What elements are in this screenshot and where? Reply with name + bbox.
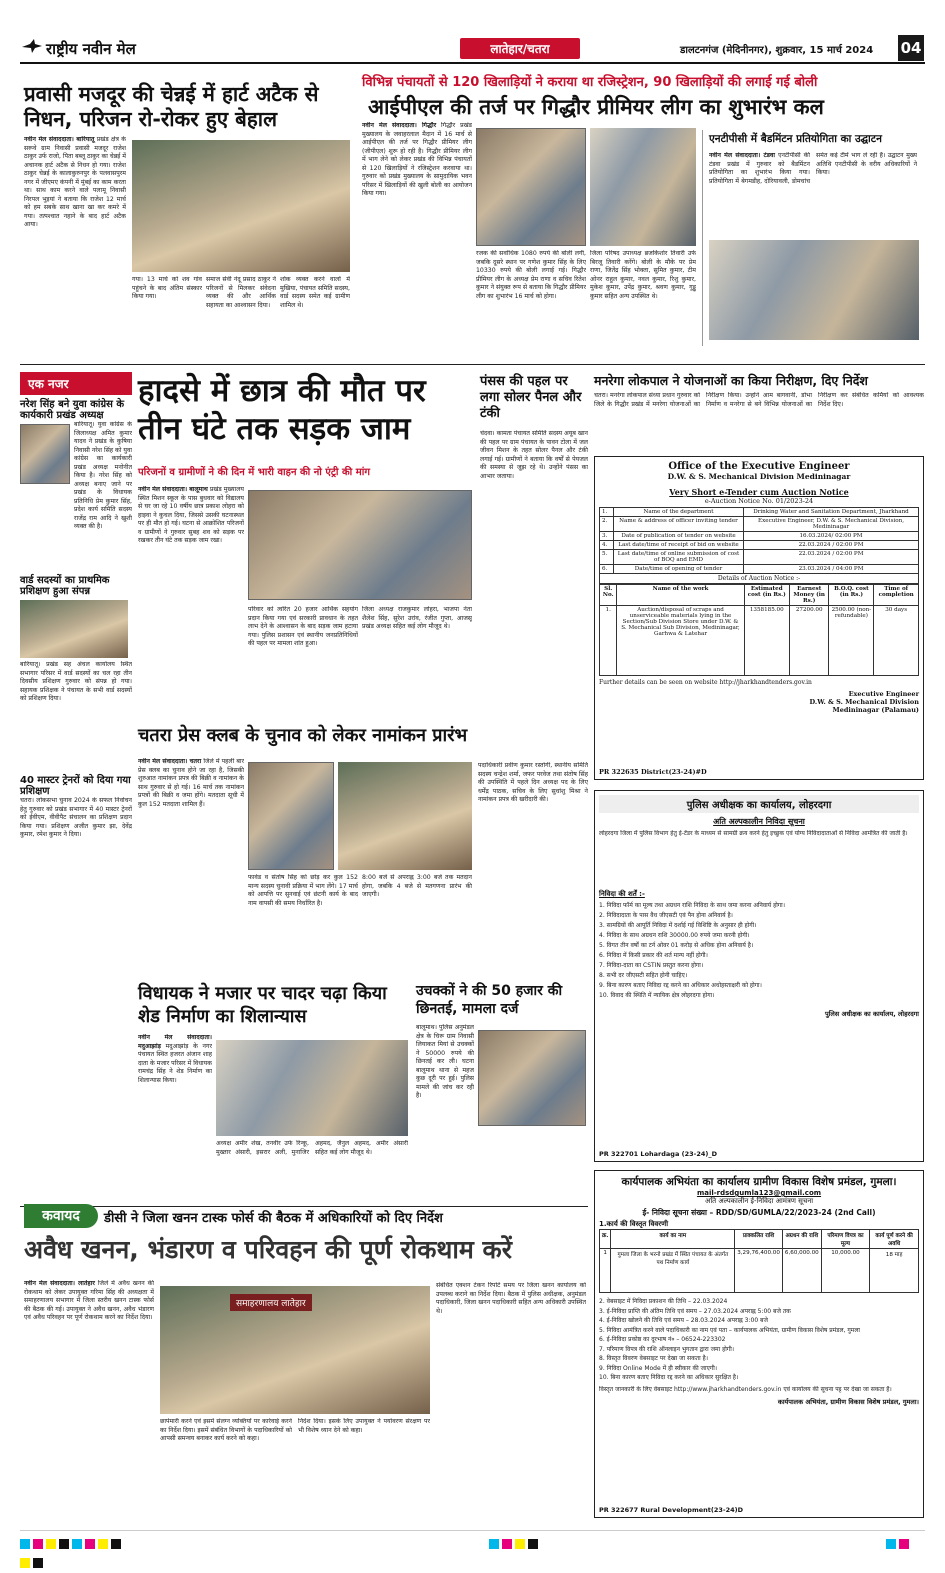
story3-body-text: एनटीपीसी की टंडवा प्रखंड में गुरुवार को बैडमिंटन प्रतियोगिता का शुभारंभ किया गया। प्रतियोगिता में बेगमडीह, दोरियावली, डोमचांच समेत कई टीमें भाग ले रही हैं। उद्घाटन मुख्य अतिथि एनटीपीसी के वरीय अधिकारियों ने किया। [709,152,917,185]
ek-nazar-item3-headline: 40 मास्टर ट्रेनरों को दिया गया प्रशिक्षण [20,775,131,797]
tender2-note-item: 7. परिमाण विपत्र की राशि ऑनलाइन भुगतान द्वारा जमा होगी। [599,1345,735,1353]
ek-nazar-column [20,368,132,1208]
kawayad-col2: छापेमारी करने एवं इसमें संलग्न व्यक्तियों पर कार्रवाई करने का निर्देश दिया। इसमें संबंधित विभागों के पदाधिकारियों को आपसी समन्वय बनाकर कार्य करने को कहा। [160,1418,292,1442]
kawayad-col4: संबंधित एक्शन टेकन रिपोर्ट समय पर जिला खनन कार्यालय को उपलब्ध कराने का निर्देश दिया। बैठक में पुलिस अधीक्षक, अनुमंडल पदाधिकारी, जिला खनन पदाधिकारी सहित अन्य अधिकारी उपस्थित थे। [436,1282,586,1315]
story2-body-text: गिद्धौर प्रखंड मुख्यालय के जवाहरलाल मैदान में 16 मार्च से आईपीएल की तर्ज पर गिद्धौर प्रीमियर लीग (जीपीएल) शुरू हो रही है। गिद्धौर प्रीमियर लीग में भाग लेने को लेकर प्रखंड की विभिन्न पंचायतों से 120 खिलाड़ियों ने रजिस्ट्रेशन करवाया था। गुरुवार को प्रखंड मुख्यालय के सामुदायिक भवन परिसर में खिलाड़ियों की खुली बोली का आयोजन किया गया। [362,122,472,197]
police-condition-item: 3. सामग्रियों की आपूर्ति निविदा में दर्शाई गई विशिष्टि के अनुसार ही होगी। [599,922,757,929]
tender2-note-item: 5. निविदा आमंत्रित करने वाले पदाधिकारी का नाम एवं पता – कार्यपालक अभियंता, ग्रामीण विकास विशेष प्रमंडल, गुमला [599,1326,860,1334]
paper-name: राष्ट्रीय नवीन मेल [46,40,136,58]
tender1-item-cell: Auction/disposal of scraps and unserviceable materials lying in the Section/Sub Division Store under D.W. & S. Mechanical Sub Division, Medininagar, Garhwa & Latehar [617,606,744,676]
story9-body: बालूमाथ। पुलिस अनुमंडल क्षेत्र के चिरू ग्राम निवासी लियाकत मियां से उचक्कों ने 50000 रुपये की छिनतई कर ली। घटना बालूमाथ थाना से महज कुछ दूरी पर हुई। पुलिस मामले की जांच कर रही है। [416,1024,474,1099]
story7-col4: पदाधिकारी प्रवीण कुमार रस्तोगी, स्थानीय समिति सदस्य चन्द्रेश शर्मा, जफर परवेज तथा संतोष सिंह की उपस्थिति में पहले दिन अध्यक्ष पद के लिए धर्मेंद्र पाठक, सचिव के लिए सुधांशु मिश्रा ने नामांकन प्रपत्र की खरीदारी की। [478,762,588,803]
tender1-head-cell: Estimated cost (in Rs.) [744,585,789,606]
tender1-title: Office of the Executive Engineer [668,461,850,472]
police-condition-item: 7. निविदा-दाता का CSTIN प्रस्तुत करना होगा। [599,962,704,969]
tender1-schedule-row [600,541,919,550]
tender1-schedule-row [600,550,919,565]
tender2-email: mail-rdsdgumla123@gmail.com [696,1189,822,1197]
story2-byline: नवीन मेल संवाददाता। गिद्धौर [362,122,437,129]
tender2-note-item: 3. ई-निविदा प्राप्ति की अंतिम तिथि एवं समय – 27.03.2024 अपराह्न 5:00 बजे तक [599,1307,791,1315]
story8-headline: विधायक ने मजार पर चादर चढ़ा किया शेड निर्माण का शिलान्यास [138,983,387,1027]
tender2-item-cell: 18 माह [870,1249,919,1293]
tender1-cell: Name & address of officer inviting tender [614,517,744,532]
tender1-cell: 3. [600,532,614,541]
story4-body-text: प्रखंड मुख्यालय स्थित मिशन स्कूल के पास बुधवार को विद्यालय से घर जा रहे 10 वर्षीय छात्र प्रकाश लोहरा को हाइवा ने कुचल दिया, जिससे उसकी घटनास्थल पर ही मौत हो गई। घटना से आक्रोशित परिजनों व ग्रामीणों ने गुरुवार सुबह शव को सड़क पर रखकर तीन घंटे तक सड़क जाम रखा। [138,486,244,544]
police-tender-box [594,790,924,1162]
tender1-item-cell: 27200.00 [789,606,829,676]
tender2-sub: अति अल्पकालीन ई-निविदा आमंत्रण सूचना [704,1197,814,1205]
tender1-details-label: Details of Auction Notice :- [599,574,919,584]
police-condition-item: 6. निविदा में किसी प्रकार की शर्त मान्य नहीं होगी। [599,952,708,959]
story8-body [138,1034,212,1202]
tender2-item-cell: 1 [600,1249,611,1293]
story4-photo [248,490,472,600]
story7-col2: फार्वड व संतोष सिंह को छोड़ कर कुल 152 मान्य सदस्य चुनावी प्रक्रिया में भाग लेंगे। 17 मार्च को आपत्ति पर सुनवाई एवं छंटनी कार्य के बाद नाम वापसी की समय निर्धारित है। [248,874,358,907]
ek-nazar-item2-body: बारियातू। प्रखंड सह अंचल कार्यालय स्थित सभागार परिसर में वार्ड सदस्यों का चल रहा तीन दिवसीय प्रशिक्षण गुरुवार को संपन्न हो गया। सहायक प्रशिक्षक ने पंचायत के सभी वार्ड सदस्यों को प्रशिक्षण दिया। [20,661,132,702]
tender1-item-cell: 1358185.00 [744,606,789,676]
police-pr: PR 322701 Lohardaga (23-24)_D [599,1150,717,1158]
story1-col3: शोक व्यक्त करने वालों में मुखिया, पंचायत समिति सदस्य, वार्ड सदस्य समेत कई ग्रामीण शामिल थे। [280,276,350,309]
story3-photo [709,240,919,340]
tender1-subtitle: D.W. & S. Mechanical Division Medininagar [667,472,851,481]
bird-logo-icon [22,38,42,52]
story1-byline: नवीन मेल संवाददाता। बारियातू [24,136,95,143]
ek-nazar-item1-headline: नरेश सिंह बने युवा कांग्रेस के कार्यकारी प्रखंड अध्यक्ष [20,399,125,421]
tender1-head-cell: Name of the work [617,585,744,606]
ek-nazar-label: एक नजर [20,372,132,395]
ek-nazar-item1-body: बारियातू। युवा कांग्रेस के जिलाध्यक्ष अमित कुमार यादव ने प्रखंड के कुषिया निवासी नरेश सिंह को युवा कांग्रेस का कार्यकारी प्रखंड अध्यक्ष मनोनीत किया है। नरेश सिंह को अध्यक्ष बनाए जाने पर प्रखंड के विधायक प्रतिनिधि प्रेम कुमार सिंह, प्रदेश कार्य समिति सदस्य राजेंद्र राम आदि ने खुशी व्यक्त की है। [74,421,132,530]
tender1-cell: 5. [600,550,614,565]
page-number: 04 [898,35,924,61]
tender1-ref: e-Auction Notice No. 01/2023-24 [704,497,814,505]
story3-box [702,130,924,346]
story6-body: चतरा। मनरेगा लोकपाल संध्या प्रधान गुरुवार को जिले के गिद्धौर प्रखंड में मनरेगा योजनाओं का निरीक्षण किया। उन्होंने आम बागवानी, डोभा निर्माण व मनरेगा से बने विभिन्न योजनाओं का निरीक्षण कर संबंधित कर्मियों को आवश्यक निर्देश दिए। [594,392,924,408]
kawayad-kicker: डीसी ने जिला खनन टास्क फोर्स की बैठक में अधिकारियों को दिए निर्देश [104,1211,443,1226]
tender1-schedule-table [599,507,919,574]
story1-caption: गया। 13 मार्च को शव गांव पहुंचने के बाद अंतिम संस्कार किया गया। [132,276,202,300]
tender2-notes [599,1297,919,1383]
ek-nazar-item2-photo [20,600,128,658]
kawayad-photo-sign: समाहरणालय लातेहार [230,1294,312,1311]
tender2-head-cell: कार्य का नाम [611,1230,735,1249]
kawayad-photo [160,1286,430,1414]
tender1-cell: 22.03.2024 / 02:00 PM [744,550,919,565]
tender2-item-cell: गुमला जिला के भरनो प्रखंड में स्थित पंचायत के अंतर्गत पथ निर्माण कार्य [611,1249,735,1293]
tender1-schedule-row [600,532,919,541]
tender2-note-item: 2. वेबसाइट में निविदा प्रकाशन की तिथि – 22.03.2024 [599,1298,728,1305]
story7-body-text: जिले में पहली बार प्रेस क्लब का चुनाव होने जा रहा है, जिसकी शुरुआत नामांकन प्रपत्र की बिक्री व नामांकन के साथ गुरुवार से हो गई। 16 मार्च तक नामांकन प्रपत्रों की बिक्री व जमा होंगे। मतदाता सूची में कुल 152 मतदाता शामिल हैं। [138,758,244,808]
divider [20,364,925,365]
story5-headline: पंसस की पहल पर लगा सोलर पैनल और टंकी [480,374,582,421]
police-conditions-label: निविदा की शर्तें :- [599,890,645,898]
story3-byline: नवीन मेल संवाददाता। टंडवा [709,152,775,159]
police-condition-item: 10. विवाद की स्थिति में न्यायिक क्षेत्र लोहरदगा होगा। [599,992,715,999]
story2-col3: जिला परिषद उपाध्यक्ष ब्रजकिशोर तिवारी उर्फ बिरजू तिवारी करेंगे। बोली के मौके पर प्रेम राणा, जितेंद्र सिंह भोक्ता, सुमित कुमार, टीम ओनर राहुल कुमार, नवल कुमार, रिशु कुमार, मुकेश कुमार, उपेंद्र कुमार, श्रवण कुमार, गुड्डू कुमार सहित अन्य उपस्थित थे। [590,250,696,300]
story7-photo-2 [338,762,472,870]
section-label: लातेहार/चतरा [460,38,580,59]
story8-body-text: मदुआझांड़ के नगर पंचायत स्थित हजरत अंजान शाह दाता के मजार परिसर में विधायक रामचंद्र सिंह ने शेड निर्माण का शिलान्यास किया। [138,1042,212,1084]
story9-photo [478,1030,586,1126]
tender1-cell: 22.03.2024 / 02:00 PM [744,541,919,550]
story8-col2: अध्यक्ष अमीर शेख, तनवीर उर्फ रिन्कू, मुख्तार अंसारी, इसरार अली, मुनाजिर अहमद, जैनुल अहमद, अमीर अंसारी सहित कई लोग मौजूद थे। [216,1140,408,1156]
tender1-head-cell: Sl. No. [600,585,617,606]
story3-headline: एनटीपीसी में बैडमिंटन प्रतियोगिता का उद्घाटन [709,133,882,145]
tender1-cell: Name of the department [614,508,744,517]
tender1-cell: Date of publication of tender on website [614,532,744,541]
story8-photo [216,1040,408,1136]
tender2-title: कार्यपालक अभियंता का कार्यालय ग्रामीण विकास विशेष प्रमंडल, गुमला। [621,1176,897,1188]
tender1-box [594,456,924,780]
masthead [20,34,925,64]
tender1-item-cell: 1. [600,606,617,676]
tender1-sign2: D.W. & S. Mechanical Division [809,698,919,706]
divider [20,1206,588,1207]
ek-nazar-item2-headline: वार्ड सदस्यों का प्राथमिक प्रशिक्षण हुआ संपन्न [20,575,110,597]
tender2-note-item: 10. बिना कारण बताए निविदा रद्द करने का अधिकार सुरक्षित है। [599,1374,739,1381]
tender2-ref: ई- निविदा सूचना संख्या – RDD/SD/GUMLA/22/2023-24 (2nd Call) [642,1208,876,1217]
story9-headline: उचक्कों ने की 50 हजार की छिनतई, मामला दर्ज [416,983,563,1017]
tender1-footer: Further details can be seen on website http://jharkhandtenders.gov.in [599,679,812,686]
story4-body [138,486,244,716]
tender1-head-cell: Earnest Money (in Rs.) [789,585,829,606]
story7-body [138,758,244,974]
ek-nazar-item1-photo [20,424,70,484]
ek-nazar-item3-body: चतरा। लोकसभा चुनाव 2024 के सफल निर्वाचन हेतु गुरुवार को प्रखंड सभागार में 40 मास्टर ट्रेनरों को ईवीएम, वीवीपैट संचालन का प्रशिक्षण प्रदान किया गया। प्रशिक्षण अजीत कुमार झा, देवेंद्र कुमार, रमेश कुमार ने दिया। [20,797,132,838]
story8-byline: नवीन मेल संवाददाता। मदुआझांड़ [138,1034,212,1050]
kawayad-body [24,1280,154,1510]
tender2-item-cell: 6,60,000.00 [782,1249,821,1293]
story2-col2: रजक की सर्वाधिक 1080 रुपये की बोली लगी, जबकि दूसरे स्थान पर गणेश कुमार सिंह के लिए 10330 रुपये की बोली लगाई गई। गिद्धौर प्रीमियर लीग के अध्यक्ष प्रेम राणा व सचिव रितेश कुमार ने संयुक्त रूप से बताया कि गिद्धौर प्रीमियर लीग का शुभारंभ 16 मार्च को होगा। [476,250,586,300]
story5-body: चंदवा। कामता पंचायत समिति सदस्य अयूब खान की पहल पर ग्राम पंचायत के पावन टोला में जल जीवन मिशन के तहत सोलर पैनल और टंकी लगाई गई। ग्रामीणों ने बताया कि वर्षों से पेयजल की समस्या से जूझ रहे थे। उन्होंने पंसस का आभार जताया। [480,430,588,480]
tender1-schedule-row [600,508,919,517]
police-title: पुलिस अधीक्षक का कार्यालय, लोहरदगा [599,795,919,813]
story2-body [362,122,472,336]
tender1-notice: Very Short e-Tender cum Auction Notice [669,487,849,497]
tender2-pr: PR 322677 Rural Development(23-24)D [599,1506,743,1514]
story7-photo-1 [248,762,334,870]
story4-col2: परिवार को त्वरित 20 हजार आर्थिक सहयोग प्रदान किया गया एवं सरकारी प्रावधान के तहत लाभ देने के आश्वासन के बाद सड़क जाम हटाया गया। पुलिस प्रशासन एवं स्थानीय जनप्रतिनिधियों की पहल पर मामला शांत हुआ। [248,606,358,647]
tender1-sign3: Medininagar (Palamau) [832,706,919,714]
story7-byline: नवीन मेल संवाददाता। चतरा [138,758,202,765]
police-subtitle: अति अल्पकालीन निविदा सूचना [713,817,805,826]
tender1-head-cell: B.O.Q. cost (in Rs.) [829,585,874,606]
story4-col3: जिला अध्यक्ष राजकुमार लोहरा, भाजपा नेता शैलेश सिंह, सुरेश उरांव, रंजीत गुप्ता, आजसू प्रखंड अध्यक्ष सहित कई लोग मौजूद थे। [362,606,472,630]
tender1-cell: Date/time of opening of tender [614,565,744,574]
tender2-list-label: 1.कार्य की विस्तृत विवरणी [599,1220,669,1228]
tender2-note-item: 4. ई-निविदा खोलने की तिथि एवं समय – 28.03.2024 अपराह्न 3:00 बजे [599,1317,768,1324]
tender1-cell: Drinking Water and Sanitation Department, Jharkhand [744,508,919,517]
tender2-item-cell: 10,000.00 [821,1249,870,1293]
tender1-cell: 4. [600,541,614,550]
kawayad-body-text: जिले में अवैध खनन की रोकथाम को लेकर उपायुक्त गरिमा सिंह की अध्यक्षता में समाहरणालय सभागार में जिला स्तरीय खनन टास्क फोर्स की बैठक की गई। उपायुक्त ने अवैध खनन, अवैध भंडारण एवं अवैध परिवहन पर पूर्ण रोकथाम करने का निर्देश दिया। [24,1280,154,1321]
police-intro: लोहरदगा जिला में पुलिस विभाग हेतु ई-टेंडर के माध्यम से सामग्री क्रय करने हेतु इच्छुक एवं योग्य निविदादाताओं से निविदा आमंत्रित की जाती है। [599,830,908,837]
story1-photo [132,140,350,272]
tender1-sign1: Executive Engineer [848,690,919,698]
story2-kicker: विभिन्न पंचायतों से 120 खिलाड़ियों ने कराया था रजिस्ट्रेशन, 90 खिलाड़ियों की लगाई गई बोली [362,75,818,90]
tender1-head-cell: Time of completion [874,585,919,606]
tender1-cell: 16.03.2024/ 02:00 PM [744,532,919,541]
tender2-footer: विस्तृत जानकारी के लिए वेबसाइट http://www.jharkhandtenders.gov.in एवं कार्यालय की सूचना पट्ट पर देखा जा सकता है। [599,1385,892,1393]
tender2-note-item: 6. ई-निविदा प्रकोष्ठ का दूरभाष नं० – 06524-223302 [599,1336,726,1343]
story4-headline: हादसे में छात्र की मौत पर तीन घंटे तक सड़क जाम [138,373,426,447]
tender2-head-cell: परिमाण विपत्र का मूल्य [821,1230,870,1249]
story1-body-text: प्रखंड क्षेत्र के सरूवे ग्राम निवासी प्रवासी मजदूर राजेश ठाकुर उर्फ राजो, पिता बब्लू ठाकुर का चेन्नई में अचानक हार्ट अटैक से निधन हो गया। राजेश ठाकुर चेन्नई के कालाकुरुनपुर के पलवासपुरम नगर में जीएमए कंपनी में मुंबई का काम करता था। साथ काम करने वाले पलामू निवासी निरपल भुइयां ने बताया कि राजेश 12 मार्च को हम सबके साथ खाना खा कर कमरे में गया। तत्पश्चात नहाने के बाद हार्ट अटैक आया। [24,136,126,228]
story2-headline: आईपीएल की तर्ज पर गिद्धौर प्रीमियर लीग का शुभारंभ कल [368,95,824,119]
story7-col3: 8:00 बजे से अपराह्न 3:00 बजे तक मतदान होगा, जबकि 4 बजे से मतगणना प्रारंभ की जाएगी। [362,874,472,898]
police-condition-item: 9. बिना कारण बताए निविदा रद्द करने का अधिकार अधोहस्ताक्षरी को होगा। [599,982,762,989]
police-conditions-list [599,901,919,1001]
tender2-head-cell: कार्य पूर्ण करने की अवधि [870,1230,919,1249]
tender2-head-cell: अग्रधन की राशि [782,1230,821,1249]
police-sign: पुलिस अधीक्षक का कार्यालय, लोहरदगा [825,1010,919,1018]
tender1-cell: Last date/time of online submission of cost of BOQ and EMD [614,550,744,565]
tender1-pr: PR 322635 District(23-24)#D [599,768,707,776]
tender2-item-cell: 3,29,76,400.00 [735,1249,783,1293]
tender1-cell: 23.03.2024 / 04:00 PM [744,565,919,574]
kawayad-col3: निर्देश दिया। इसके लिए उपायुक्त ने पर्यावरण संरक्षण पर भी विशेष ध्यान देने को कहा। [298,1418,430,1434]
kawayad-label: कवायद [24,1204,98,1228]
dateline: डालटनगंज (मेदिनीनगर), शुक्रवार, 15 मार्च 2024 [680,45,874,56]
story7-headline: चतरा प्रेस क्लब के चुनाव को लेकर नामांकन प्रारंभ [138,725,468,746]
tender1-item-cell: 2500.00 (non-refundable) [829,606,874,676]
story4-byline: नवीन मेल संवाददाता। बालूमाथ [138,486,208,493]
tender1-sign [599,690,919,714]
police-condition-item: 1. निविदा फॉर्म का मूल्य तथा अग्रधन राशि निविदा के साथ जमा करना अनिवार्य होगा। [599,902,786,909]
tender2-head-cell: क्र. [600,1230,611,1249]
tender2-sign: कार्यपालक अभियंता, ग्रामीण विकास विशेष प्रमंडल, गुमला। [777,1398,919,1406]
story2-photo-1 [476,128,586,246]
tender2-note-item: 8. विस्तृत विवरण वेबसाइट पर देखा जा सकता है। [599,1355,709,1362]
tender2-head-cell: प्राक्कलित राशि [735,1230,783,1249]
tender1-cell: 2. [600,517,614,532]
tender1-schedule-row [600,565,919,574]
story1-body [24,136,126,336]
story6-headline: मनरेगा लोकपाल ने योजनाओं का किया निरीक्षण, दिए निर्देश [594,373,868,388]
tender1-cell: 6. [600,565,614,574]
police-condition-item: 8. सभी दर जीएसटी सहित होनी चाहिए। [599,972,688,979]
police-condition-item: 4. निविदा के साथ अग्रधन राशि 30000.00 रुपये जमा करनी होगी। [599,932,750,939]
kawayad-headline: अवैध खनन, भंडारण व परिवहन की पूर्ण रोकथाम करें [24,1235,512,1264]
registration-color-strip [20,1530,925,1544]
story2-photo-2 [590,128,696,246]
tender2-box [594,1170,924,1518]
tender2-note-item: 9. निविदा Online Mode में ही स्वीकार की जाएगी। [599,1364,718,1372]
tender1-work-table [599,584,919,676]
story4-subhead: परिजनों व ग्रामीणों ने की दिन में भारी वाहन की नो एंट्री की मांग [138,467,370,478]
tender1-item-cell: 30 days [874,606,919,676]
police-condition-item: 2. निविदादाता के पास वैध जीएसटी एवं पैन होना अनिवार्य है। [599,912,733,919]
kawayad-byline: नवीन मेल संवाददाता। लातेहार [24,1280,95,1287]
tender1-cell: Last date/time of receipt of bid on website [614,541,744,550]
story1-headline: प्रवासी मजदूर की चेन्नई में हार्ट अटैक से निधन, परिजन रो-रोकर हुए बेहाल [24,82,319,131]
tender1-schedule-row [600,517,919,532]
police-condition-item: 5. विगत तीन वर्षों का टर्न ओवर 01 करोड़ से अधिक होना अनिवार्य है। [599,942,754,949]
tender1-cell: Executive Engineer, D.W. & S. Mechanical Division, Medininagar [744,517,919,532]
story3-body [709,152,917,234]
story1-col2: समाज सेवी नंदू प्रसाद ठाकुर ने परिजनों से मिलकर संवेदना व्यक्त की और आर्थिक सहायता का आश्वासन दिया। [206,276,276,309]
tender2-work-table [599,1229,919,1293]
tender1-cell: 1. [600,508,614,517]
